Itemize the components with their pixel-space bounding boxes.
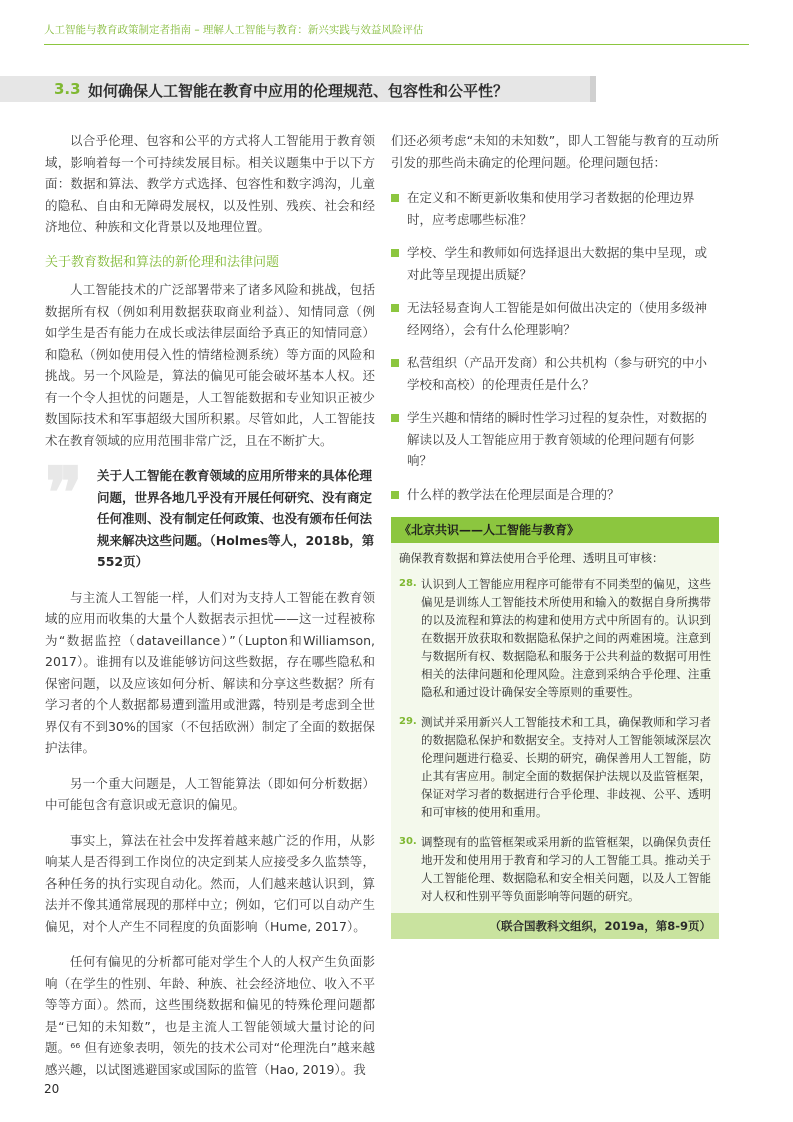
left-column: [45, 130, 375, 1094]
box-title: 《北京共识——人工智能与教育》: [391, 517, 719, 543]
page-number: 20: [44, 1082, 60, 1096]
list-item: [391, 297, 719, 340]
bullet-square-icon: [391, 414, 399, 422]
running-header: 人工智能与教育政策制定者指南 – 理解人工智能与教育：新兴实践与效益风险评估: [44, 24, 424, 36]
bullet-square-icon: [391, 304, 399, 312]
bullet-square-icon: [391, 194, 399, 202]
list-item-text: 什么样的教学法在伦理层面是合理的？: [407, 486, 620, 502]
paragraph: 另一个重大问题是，人工智能算法（即如何分析数据）中可能包含有意识或无意识的偏见。: [45, 775, 375, 812]
paragraph: 任何有偏见的分析都可能对学生个人的人权产生负面影响（在学生的性别、年龄、种族、社会经济地位、收入不平等等方面）。然而，这些围绕数据和偏见的特殊伦理问题都是“已知的未知数”，也是主流人工智能领域大量讨论的问题。⁶⁶ 但有迹象表明，领先的技术公司对“伦理洗白”越来越感兴趣，以试图逃避国家或国际的监管（Hao, 2019）。我: [45, 954, 375, 1077]
beijing-consensus-box: [391, 517, 719, 939]
paragraph: 以合乎伦理、包容和公平的方式将人工智能用于教育领域，影响着每一个可持续发展目标。相关议题集中于以下方面：数据和算法、教学方式选择、包容性和数字鸿沟，儿童的隐私、自由和无障碍发展权，以及性别、残疾、社会和经济地位、种族和文化背景以及地理位置。: [45, 133, 375, 234]
bullet-square-icon: [391, 359, 399, 367]
list-item-text: 无法轻易查询人工智能是如何做出决定的（使用多级神经网络），会有什么伦理影响？: [407, 300, 708, 337]
paragraph: 人工智能技术的广泛部署带来了诸多风险和挑战，包括数据所有权（例如利用数据获取商业利益）、知情同意（例如学生是否有能力在成长或法律层面给予真正的知情同意）和隐私（例如使用侵入性的情绪检测系统）等方面的风险和挑战。另一个风险是，算法的偏见可能会破坏基本人权。还有一个令人担忧的问题是，人工智能数据和专业知识正被少数国际技术和军事超级大国所积累。尽管如此，人工智能技术在教育领域的应用范围非常广泛，且在不断扩大。: [45, 282, 375, 448]
list-item: [391, 242, 719, 285]
box-item-text: 认识到人工智能应用程序可能带有不同类型的偏见，这些偏见是训练人工智能技术所使用和输入的数据自身所携带的以及流程和算法的构建和使用方式中所固有的。认识到在数据开放获取和数据隐私保护之间的两难困境。注意到与数据所有权、数据隐私和服务于公共利益的数据可用性相关的法律问题和伦理风险。注意到采纳合乎伦理、注重隐私和通过设计确保安全等原则的重要性。: [421, 577, 711, 699]
box-item: [391, 829, 719, 913]
section-title: 如何确保人工智能在教育中应用的伦理规范、包容性和公平性？: [88, 82, 509, 100]
list-item: [391, 484, 719, 506]
box-item-number: 29.: [399, 716, 417, 727]
list-item: [391, 187, 719, 230]
list-item: [391, 352, 719, 395]
quote-mark-icon: ❞: [45, 451, 83, 534]
right-column: [391, 130, 719, 939]
subheading: 关于教育数据和算法的新伦理和法律问题: [45, 254, 280, 270]
list-item: [391, 407, 719, 472]
box-item: [391, 709, 719, 829]
bullet-square-icon: [391, 249, 399, 257]
box-item-number: 28.: [399, 578, 417, 589]
list-item-text: 私营组织（产品开发商）和公共机构（参与研究的中小学校和高校）的伦理责任是什么？: [407, 355, 708, 392]
box-item: [391, 571, 719, 709]
header-rule: [44, 44, 749, 45]
pull-quote-text: 关于人工智能在教育领域的应用所带来的具体伦理问题，世界各地几乎没有开展任何研究、没有商定任何准则、没有制定任何政策、也没有颁布任何法规来解决这些问题。（Holmes等人，2018b，第552页）: [97, 468, 375, 569]
box-intro: 确保教育数据和算法使用合乎伦理、透明且可审核：: [399, 551, 664, 565]
box-item-number: 30.: [399, 836, 417, 847]
list-item-text: 学校、学生和教师如何选择退出大数据的集中呈现，或对此等呈现提出质疑？: [407, 245, 708, 282]
paragraph: 与主流人工智能一样，人们对为支持人工智能在教育领域的应用而收集的大量个人数据表示担忧——这一过程被称为“数据监控（dataveillance）”（Lupton和Williamson, 2017）。谁拥有以及谁能够访问这些数据，存在哪些隐私和保密问题，以及应该如何分析、解读和分享这些数据？所有学习者的个人数据都易遭到滥用或泄露，特别是考虑到全世界仅有不到30%的国家（不包括欧洲）制定了全面的数据保护法律。: [45, 589, 375, 755]
box-item-text: 测试并采用新兴人工智能技术和工具，确保教师和学习者的数据隐私保护和数据安全。支持对人工智能领域深层次伦理问题进行稳妥、长期的研究，确保善用人工智能，防止其有害应用。制定全面的数据保护法规以及监管框架，保证对学习者的数据进行合乎伦理、非歧视、公平、透明和可审核的使用和重用。: [421, 715, 711, 819]
list-item-text: 学生兴趣和情绪的瞬时性学习过程的复杂性，对数据的解读以及人工智能应用于教育领域的伦理问题有何影响？: [407, 410, 708, 468]
bullet-square-icon: [391, 491, 399, 499]
paragraph: 们还必须考虑“未知的未知数”，即人工智能与教育的互动所引发的那些尚未确定的伦理问题。伦理问题包括：: [391, 133, 719, 170]
box-item-text: 调整现有的监管框架或采用新的监管框架，以确保负责任地开发和使用用于教育和学习的人工智能工具。推动关于人工智能伦理、数据隐私和安全相关问题，以及人工智能对人权和性别平等负面影响等问题的研究。: [421, 835, 711, 903]
pull-quote: [45, 451, 375, 573]
paragraph: 事实上，算法在社会中发挥着越来越广泛的作用，从影响某人是否得到工作岗位的决定到某人应接受多久监禁等，各种任务的执行实现自动化。然而，人们越来越认识到，算法并不像其通常展现的那样中立；例如，它们可以自动产生偏见，对个人产生不同程度的负面影响（Hume, 2017）。: [45, 832, 375, 934]
box-source: （联合国教科文组织，2019a，第8-9页）: [391, 913, 719, 939]
section-number: 3.3: [54, 80, 81, 98]
list-item-text: 在定义和不断更新收集和使用学习者数据的伦理边界时，应考虑哪些标准？: [407, 190, 695, 227]
